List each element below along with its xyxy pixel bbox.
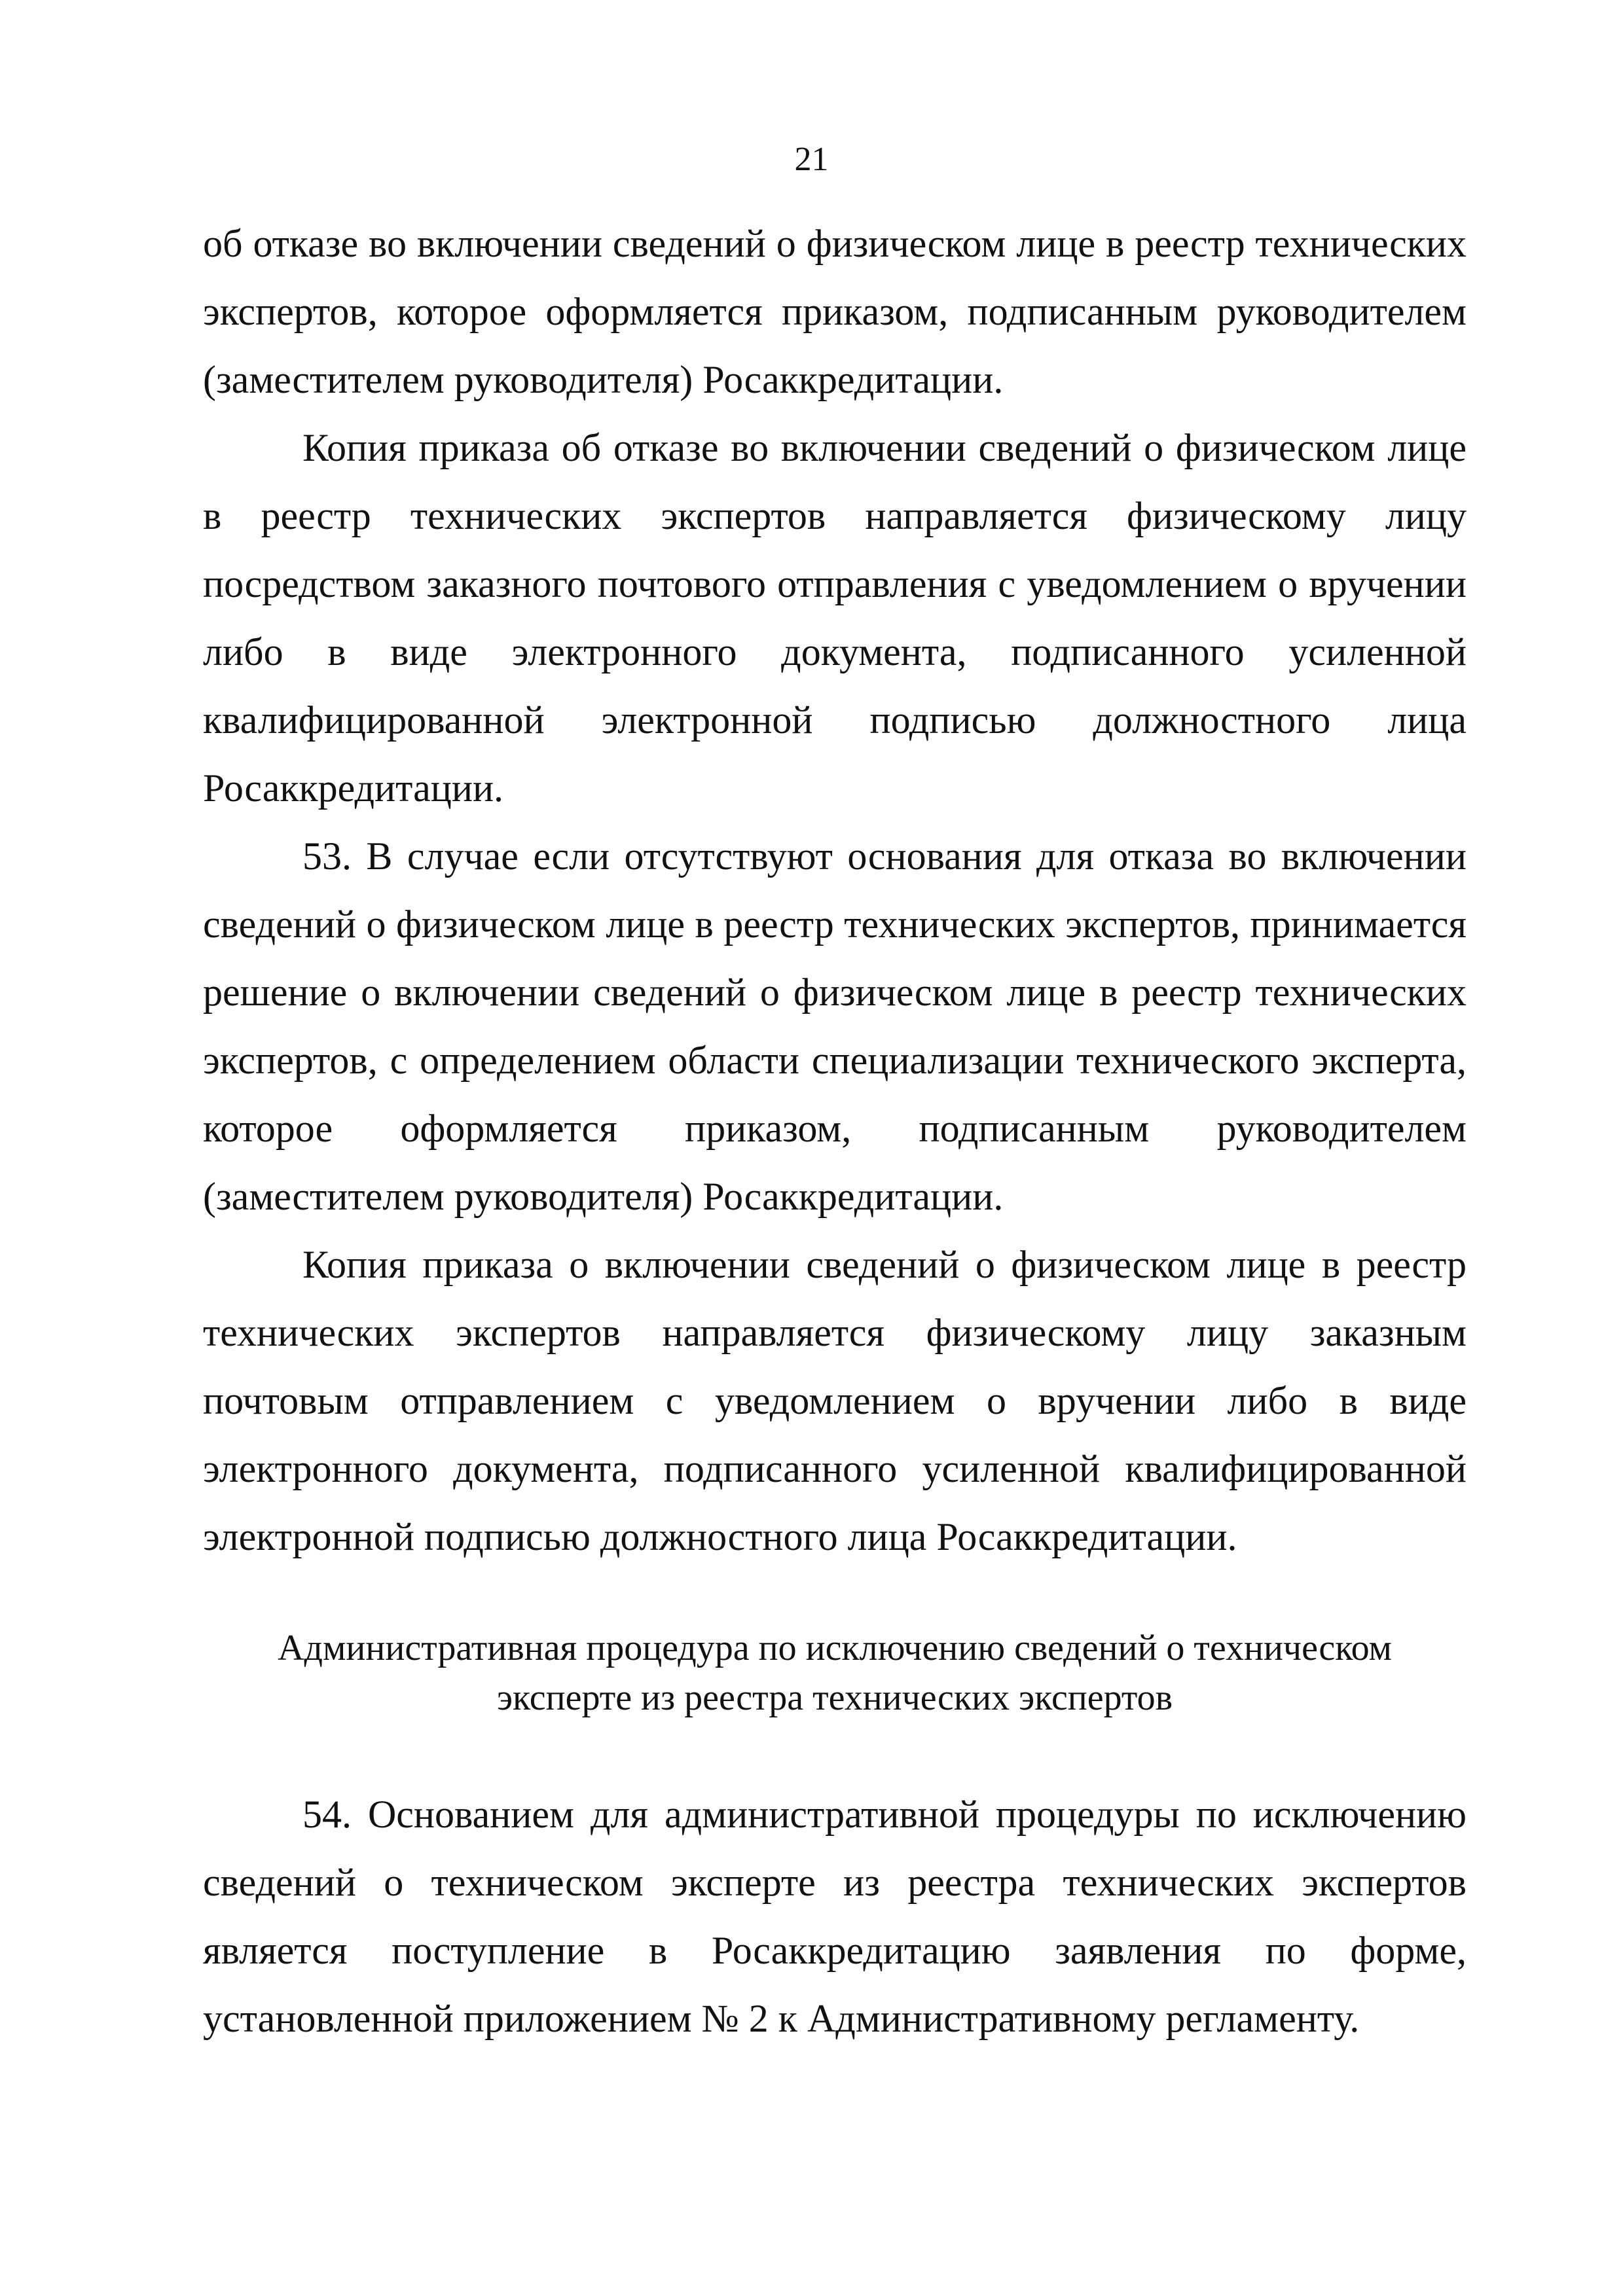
section-heading-line-2: эксперте из реестра технических экспертов [496, 1677, 1173, 1718]
paragraph-53: 53. В случае если отсутствуют основания для отказа во включении сведений о физическом лице в реестр технических экспертов, принимается решение о включении сведений о физическом лице в реестр технических экспертов, с определением области специализации технического эксперта, которое оформляется приказом, подписанным руководителем (заместителем руководителя) Росаккредитации. [203, 834, 1467, 1218]
paragraph-4: Копия приказа о включении сведений о физическом лице в реестр технических экспертов направляется физическому лицу заказным почтовым отправлением с уведомлением о вручении либо в виде электронного документа, подписанного усиленной квалифицированной электронной подписью должностного лица Росаккредитации. [203, 1243, 1467, 1558]
body-text-bottom [203, 1780, 1467, 2053]
section-heading-line-1: Административная процедура по исключению сведений о техническом [278, 1628, 1392, 1668]
paragraph-2: Копия приказа об отказе во включении сведений о физическом лице в реестр технических экспертов направляется физическому лицу посредством заказного почтового отправления с уведомлением о вручении либо в виде электронного документа, подписанного усиленной квалифицированной электронной подписью должностного лица Росаккредитации. [203, 426, 1467, 810]
body-text-top [203, 209, 1467, 1571]
page-number: 21 [794, 141, 829, 178]
paragraph-1: об отказе во включении сведений о физическом лице в реестр технических экспертов, которое оформляется приказом, подписанным руководителем (заместителем руководителя) Росаккредитации. [203, 222, 1467, 401]
paragraph-54: 54. Основанием для административной процедуры по исключению сведений о техническом эксперте из реестра технических экспертов является поступление в Росаккредитацию заявления по форме, установленной приложением № 2 к Административному регламенту. [203, 1793, 1467, 2040]
section-heading [203, 1623, 1467, 1723]
